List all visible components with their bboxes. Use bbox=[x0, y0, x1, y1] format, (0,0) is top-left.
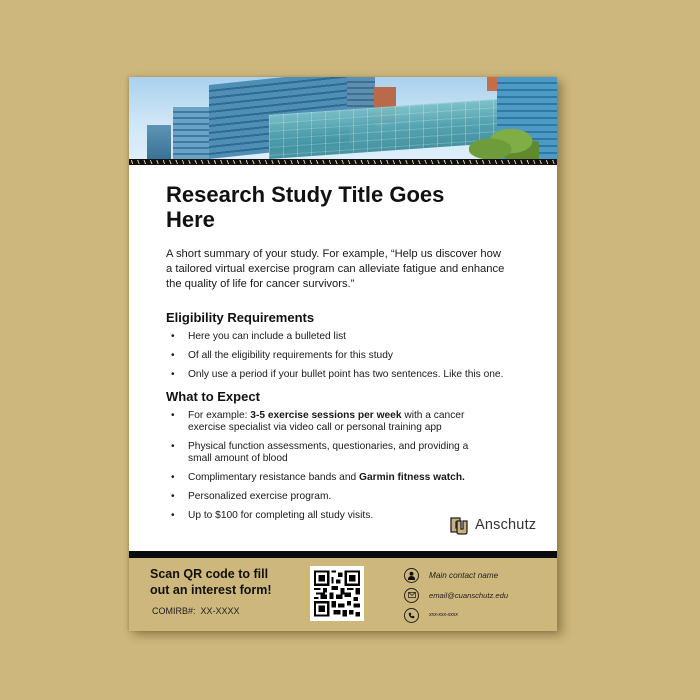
flyer-footer bbox=[129, 558, 557, 631]
person-icon bbox=[404, 568, 419, 583]
contact-email-link[interactable]: email@cuanschutz.edu bbox=[429, 590, 509, 600]
list-item: • For example: 3-5 exercise sessions per week with a cancer exercise specialist via video call or personal training app bbox=[171, 410, 465, 433]
email-icon bbox=[404, 588, 419, 603]
bullet-icon: • bbox=[171, 350, 175, 361]
list-item: • Up to $100 for completing all study visits. bbox=[171, 510, 374, 521]
decorative-divider bbox=[129, 159, 557, 165]
bullet-icon: • bbox=[171, 441, 175, 452]
comirb-number: COMIRB#: XX-XXXX bbox=[152, 606, 240, 616]
list-item bbox=[166, 350, 506, 362]
bullet-icon: • bbox=[171, 510, 175, 521]
study-summary: A short summary of your study. For example, “Help us discover how a tailored virtual exercise program can alleviate fatigue and enhance the quality of life for cancer survivors.” bbox=[166, 248, 505, 290]
contact-email-row bbox=[404, 585, 508, 605]
bullet-icon: • bbox=[171, 472, 175, 483]
flyer-content bbox=[166, 182, 546, 529]
contact-name: Main contact name bbox=[429, 570, 499, 580]
logo-text: Anschutz bbox=[475, 517, 537, 533]
tree-shape bbox=[469, 125, 539, 159]
eligibility-heading: Eligibility Requirements bbox=[166, 310, 315, 325]
research-flyer bbox=[129, 77, 557, 631]
bullet-icon: • bbox=[171, 491, 175, 502]
contact-info bbox=[404, 565, 508, 625]
what-to-expect-heading: What to Expect bbox=[166, 389, 260, 404]
building-shape bbox=[171, 107, 209, 159]
contact-phone: xxx-xxx-xxxx bbox=[429, 612, 458, 618]
what-to-expect-list bbox=[166, 410, 546, 522]
list-item: • Physical function assessments, questionaries, and providing a small amount of blood bbox=[171, 441, 469, 464]
study-title: Research Study Title Goes Here bbox=[166, 182, 445, 232]
qr-call-to-action: Scan QR code to fill out an interest form! bbox=[150, 567, 272, 597]
qr-code-icon[interactable] bbox=[310, 566, 364, 621]
list-item-text: Only use a period if your bullet point has two sentences. Like this one. bbox=[188, 369, 504, 380]
bullet-icon: • bbox=[171, 331, 175, 342]
contact-phone-row bbox=[404, 605, 508, 625]
list-item-text: Here you can include a bulleted list bbox=[188, 331, 347, 342]
contact-name-row bbox=[404, 565, 508, 585]
phone-icon bbox=[404, 608, 419, 623]
list-item: • Complimentary resistance bands and Garmin fitness watch. bbox=[171, 472, 465, 483]
bullet-icon: • bbox=[171, 410, 175, 421]
list-item bbox=[166, 369, 506, 381]
cu-anschutz-logo bbox=[449, 515, 536, 535]
list-item: • Personalized exercise program. bbox=[171, 491, 332, 502]
cu-logo-icon bbox=[449, 515, 469, 535]
hero-building-image bbox=[129, 77, 557, 159]
list-item bbox=[166, 331, 506, 343]
eligibility-list bbox=[166, 331, 546, 381]
footer-divider-bar bbox=[129, 551, 557, 558]
bullet-icon: • bbox=[171, 369, 175, 380]
list-item-text: Of all the eligibility requirements for this study bbox=[188, 350, 393, 361]
